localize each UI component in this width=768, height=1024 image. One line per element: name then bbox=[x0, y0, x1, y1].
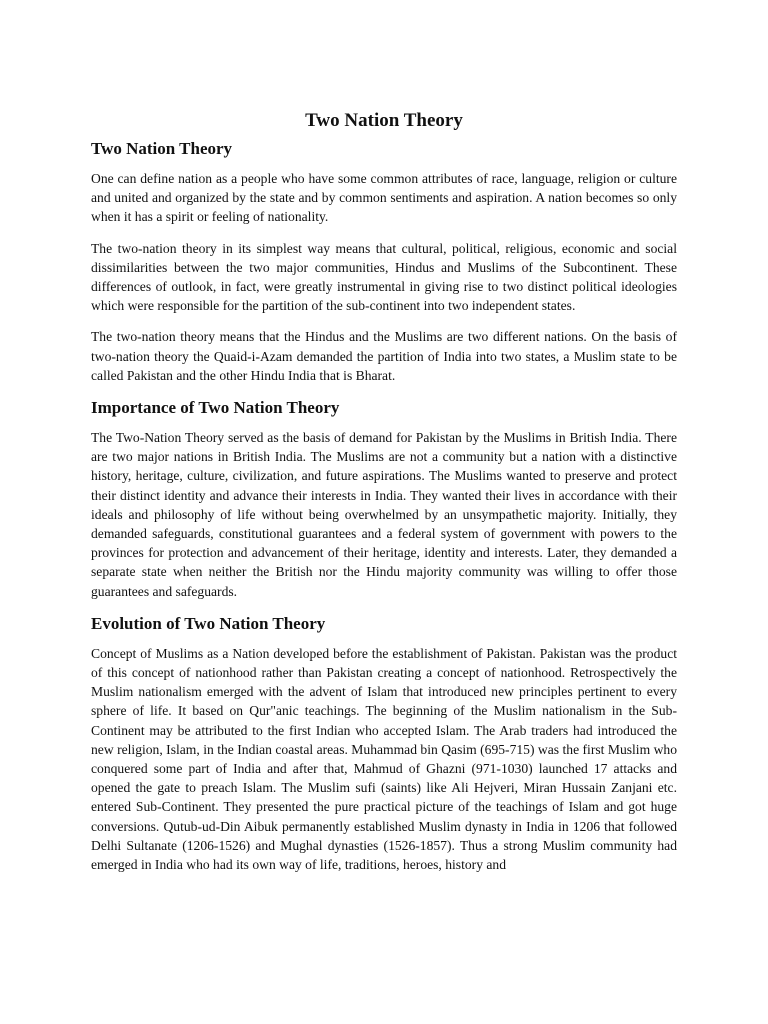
document-title: Two Nation Theory bbox=[305, 110, 463, 131]
paragraph: One can define nation as a people who have some common attributes of race, language, religion or culture and united and organized by the state and by common sentiments and aspiration. A nation becomes so only when it has a spirit or feeling of nationality. bbox=[91, 171, 677, 225]
paragraph: The two-nation theory in its simplest way means that cultural, political, religious, economic and social dissimilarities between the two major communities, Hindus and Muslims of the Subcontinent. These differences of outlook, in fact, were greatly instrumental in giving rise to two distinct political ideologies which were responsible for the partition of the sub-continent into two independent states. bbox=[91, 240, 677, 314]
section-heading: Importance of Two Nation Theory bbox=[91, 398, 340, 418]
section-importance bbox=[91, 397, 677, 601]
paragraph: The Two-Nation Theory served as the basis of demand for Pakistan by the Muslims in British India. There are two major nations in British India. The Muslims are not a community but a nation with a distinctive history, heritage, culture, civilization, and future aspirations. The Muslims wanted to preserve and protect their distinct identity and advance their interests in India. They wanted their lives in accordance with their ideals and philosophy of life without being overwhelmed by an unsympathetic majority. Initially, they demanded safeguards, constitutional guarantees and a federal system of government with powers to the provinces for protection and advancement of their heritage, identity and interests. Later, they demanded a separate state when neither the British nor the Hindu majority community was willing to offer those guarantees and safeguards. bbox=[91, 430, 677, 599]
section-heading: Evolution of Two Nation Theory bbox=[91, 613, 326, 633]
document-page bbox=[91, 108, 677, 886]
section-evolution bbox=[91, 613, 677, 874]
section-heading: Two Nation Theory bbox=[91, 139, 233, 158]
paragraph: The two-nation theory means that the Hindus and the Muslims are two different nations. On the basis of two-nation theory the Quaid-i-Azam demanded the partition of India into two states, a Muslim state to be called Pakistan and the other Hindu India that is Bharat. bbox=[91, 329, 677, 383]
section-two-nation-theory bbox=[91, 138, 677, 385]
paragraph: Concept of Muslims as a Nation developed before the establishment of Pakistan. Pakistan was the product of this concept of nationhood rather than Pakistan creating a concept of nationhood. Retrospectively the Muslim nationalism emerged with the advent of Islam that introduced new principles pertinent to every sphere of life. It based on Qur"anic teachings. The beginning of the Muslim nationalism in the Sub-Continent may be attributed to the first Indian who accepted Islam. The Arab traders had introduced the new religion, Islam, in the Indian coastal areas. Muhammad bin Qasim (695-715) was the first Muslim who conquered some part of India and after that, Mahmud of Ghazni (971-1030) launched 17 attacks and opened the gate to preach Islam. The Muslim sufi (saints) like Ali Hejveri, Miran Hussain Zanjani etc. entered Sub-Continent. They presented the pure practical picture of the teachings of Islam and got huge conversions. Qutub-ud-Din Aibuk permanently established Muslim dynasty in India in 1206 that followed Delhi Sultanate (1206-1526) and Mughal dynasties (1526-1857). Thus a strong Muslim community had emerged in India who had its own way of life, traditions, heroes, history and bbox=[91, 645, 677, 873]
